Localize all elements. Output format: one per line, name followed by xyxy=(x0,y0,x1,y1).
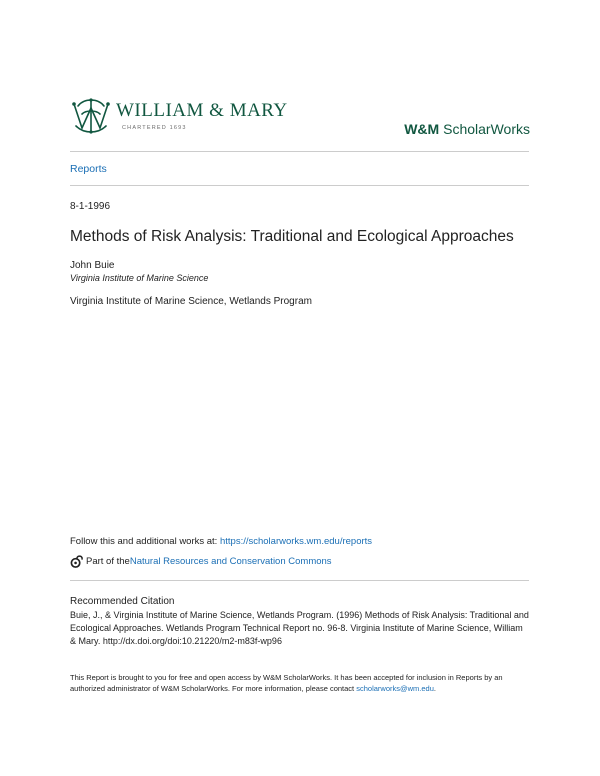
author-name: John Buie xyxy=(70,260,115,271)
citation-divider xyxy=(70,580,529,581)
publication-date: 8-1-1996 xyxy=(70,201,111,212)
william-mary-logo[interactable] xyxy=(70,96,290,140)
follow-line xyxy=(70,536,372,547)
document-title: Methods of Risk Analysis: Traditional and Ecological Approaches xyxy=(70,228,514,245)
part-of-prefix: Part of the xyxy=(86,556,130,567)
contact-email-link[interactable]: scholarworks@wm.edu xyxy=(356,684,434,693)
follow-prefix: Follow this and additional works at: xyxy=(70,536,220,547)
organization: Virginia Institute of Marine Science, Wetlands Program xyxy=(70,296,312,307)
logo-wordmark: WILLIAM & MARY xyxy=(116,100,288,121)
series-divider xyxy=(70,185,529,186)
notice-end: . xyxy=(433,684,436,693)
notice-text: This Report is brought to you for free and open access by W&M ScholarWorks. It has been accepted for inclusion in Reports by an authorized administrator of W&M ScholarWorks. For more information, please contact xyxy=(70,673,503,693)
header-divider xyxy=(70,151,529,152)
scholarworks-brand[interactable] xyxy=(404,121,530,137)
author-affiliation: Virginia Institute of Marine Science xyxy=(70,273,209,283)
open-access-icon xyxy=(70,555,83,568)
commons-link[interactable]: Natural Resources and Conservation Commons xyxy=(129,556,332,567)
citation-text: Buie, J., & Virginia Institute of Marine Science, Wetlands Program. (1996) Methods of Risk Analysis: Traditional and Ecological Approaches. Wetlands Program Technical Report no. 96-8. Virginia Institute of Marine Science, William & Mary. http://dx.doi.org/doi:10.21220/m2-m83f-wp96 xyxy=(70,610,529,646)
access-notice xyxy=(70,672,530,694)
cypher-crest-icon xyxy=(70,96,112,136)
logo-tagline: CHARTERED 1693 xyxy=(122,125,187,131)
scholarworks-brand-rest: ScholarWorks xyxy=(439,121,530,137)
scholarworks-brand-bold: W&M xyxy=(404,121,440,137)
follow-url-link[interactable]: https://scholarworks.wm.edu/reports xyxy=(219,536,373,547)
part-of-line xyxy=(70,555,332,568)
series-link-reports[interactable]: Reports xyxy=(70,163,107,175)
citation-heading: Recommended Citation xyxy=(70,596,175,607)
